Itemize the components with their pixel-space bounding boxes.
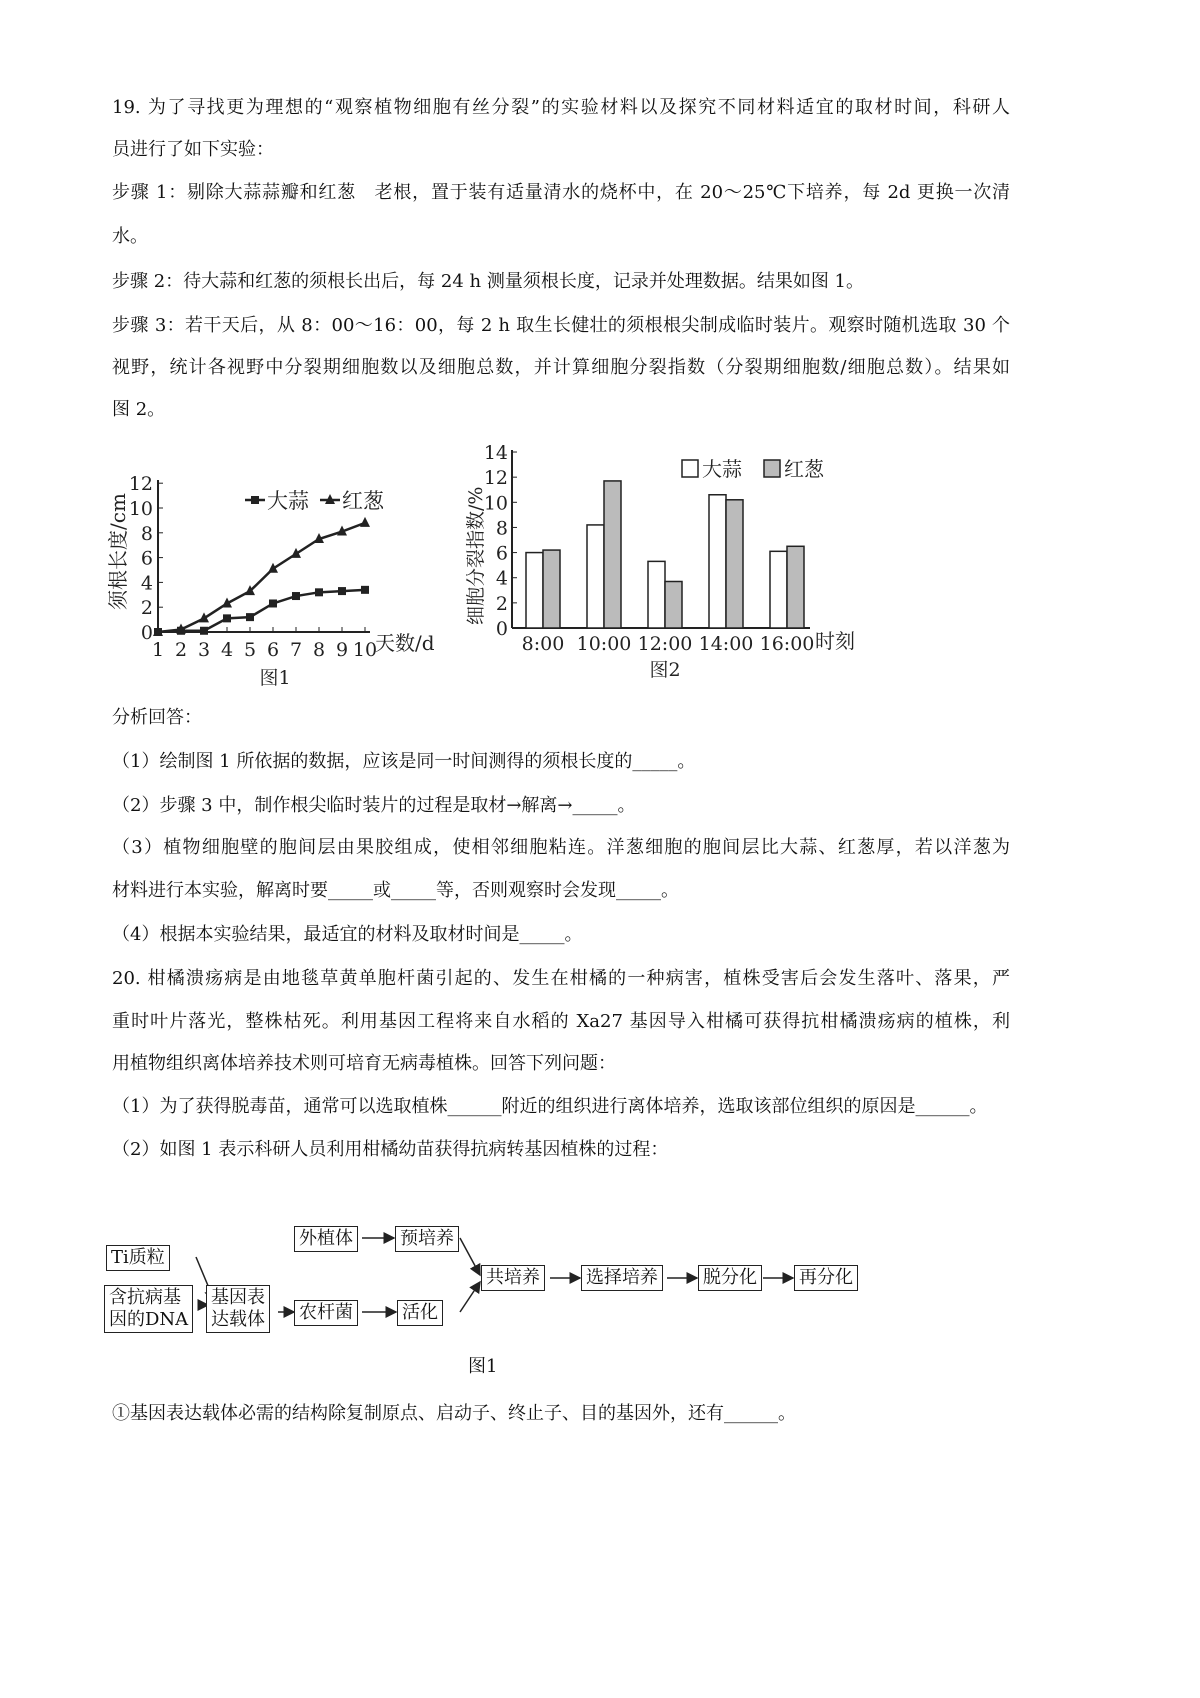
text-line: 步骤 2：待大蒜和红葱的须根长出后，每 24 h 测量须根长度，记录并处理数据。结果如图 1。 [112,271,865,292]
y-tick-label: 6 [495,542,508,565]
legend-swatch [682,460,698,477]
bar-红葱 [787,546,804,628]
y-axis-label: 须根长度/cm [106,493,130,610]
legend-marker [251,496,259,504]
y-tick-label: 12 [128,473,153,496]
activation-box: 活化 [397,1300,443,1326]
data-point [338,587,346,595]
dedifferentiation-box: 脱分化 [698,1265,762,1291]
text-line: 20. 柑橘溃疡病是由地毯草黄单胞杆菌引起的、发生在柑橘的一种病害，植株受害后会发生落叶、落果，严 [112,968,1010,989]
text-line: 19. 为了寻找更为理想的“观察植物细胞有丝分裂”的实验材料以及探究不同材料适宜的取材时间，科研人 [112,97,1010,118]
y-tick-label: 6 [140,547,153,570]
x-tick-label: 10:00 [576,633,632,655]
x-tick-label: 1 [151,639,165,661]
vector-label-1: 基因表 [211,1287,265,1308]
data-point [200,627,208,635]
chart-caption: 图2 [649,659,681,681]
text-line: （1）为了获得脱毒苗，通常可以选取植株______附近的组织进行离体培养，选取该部位组织的原因是______。 [112,1096,988,1117]
data-point [223,614,231,622]
explant-box: 外植体 [294,1226,358,1252]
bar-大蒜 [526,553,543,628]
bar-大蒜 [587,525,604,628]
bar-大蒜 [770,551,787,628]
ti-plasmid-box: Ti质粒 [106,1245,170,1271]
y-axis-label: 细胞分裂指数/% [465,486,487,625]
data-point [246,613,254,621]
legend-label: 大蒜 [267,489,309,513]
text-line: （2）如图 1 表示科研人员利用柑橘幼苗获得抗病转基因植株的过程： [112,1139,669,1160]
diagram-caption: 图1 [468,1356,498,1377]
y-tick-label: 8 [495,517,508,540]
selection-culture-box: 选择培养 [581,1265,663,1291]
y-tick-label: 12 [483,467,508,490]
text-line: 分析回答： [112,707,202,728]
text-line: 视野，统计各视野中分裂期细胞数以及细胞总数，并计算细胞分裂指数（分裂期细胞数/细胞总数）。结果如 [112,357,1010,378]
text-line: （2）步骤 3 中，制作根尖临时装片的过程是取材→解离→_____。 [112,795,636,816]
x-tick-label: 6 [266,639,280,661]
x-tick-label: 12:00 [637,633,693,655]
text-line: 材料进行本实验，解离时要_____或_____等，否则观察时会发现_____。 [112,880,679,901]
data-point [292,592,300,600]
y-tick-label: 14 [483,442,508,465]
y-tick-label: 0 [140,622,153,644]
dna-box [104,1285,193,1333]
text-line: 水。 [112,226,148,247]
dna-label-1: 含抗病基 [109,1287,181,1308]
text-line: 用植物组织离体培养技术则可培育无病毒植株。回答下列问题： [112,1053,616,1074]
y-tick-label: 10 [128,498,153,520]
x-tick-label: 2 [174,639,188,661]
preculture-box: 预培养 [395,1226,459,1252]
bar-大蒜 [709,495,726,628]
redifferentiation-box: 再分化 [794,1265,858,1291]
x-axis-label: 天数/d [375,631,435,655]
vector-label-2: 达载体 [211,1309,265,1330]
data-point [360,517,370,527]
x-tick-label: 8 [312,639,326,661]
y-tick-label: 8 [140,522,153,545]
series-line-红葱 [158,523,365,632]
legend-swatch [764,460,780,477]
x-tick-label: 5 [243,639,257,661]
text-line: （3）植物细胞壁的胞间层由果胶组成，使相邻细胞粘连。洋葱细胞的胞间层比大蒜、红葱厚，若以洋葱为 [112,837,1010,858]
x-tick-label: 10 [352,639,378,661]
text-line: 员进行了如下实验： [112,139,274,160]
bar-红葱 [543,550,560,628]
text-line: （4）根据本实验结果，最适宜的材料及取材时间是_____。 [112,924,583,945]
x-tick-label: 3 [197,639,211,661]
x-axis-label: 时刻 [815,629,855,653]
x-tick-label: 16:00 [759,633,815,655]
text-line: 重时叶片落光，整株枯死。利用基因工程将来自水稻的 Xa27 基因导入柑橘可获得抗柑橘溃疡病的植株，利 [112,1011,1010,1032]
y-tick-label: 10 [483,492,508,515]
x-tick-label: 4 [220,639,234,661]
chart-division-index [450,440,870,690]
y-tick-label: 4 [495,567,508,590]
bar-红葱 [665,581,682,628]
bar-红葱 [726,500,743,628]
x-tick-label: 8:00 [521,633,565,655]
legend-label: 红葱 [784,457,824,481]
data-point [315,588,323,596]
y-tick-label: 2 [495,592,508,615]
dna-label-2: 因的DNA [109,1309,189,1330]
chart-caption: 图1 [259,667,291,689]
text-line: 步骤 3：若干天后，从 8：00～16：00，每 2 h 取生长健壮的须根根尖制成临时装片。观察时随机选取 30 个 [112,315,1010,336]
x-tick-label: 9 [335,639,349,661]
text-line: 步骤 1：剔除大蒜蒜瓣和红葱 老根，置于装有适量清水的烧杯中，在 20～25℃下培养，每 2d 更换一次清 [112,182,1010,203]
legend-label: 红葱 [342,489,384,513]
data-point [361,586,369,594]
bar-大蒜 [648,561,665,628]
text-line: （1）绘制图 1 所依据的数据，应该是同一时间测得的须根长度的_____。 [112,751,696,772]
x-tick-label: 14:00 [698,633,754,655]
legend-label: 大蒜 [702,457,742,481]
y-tick-label: 0 [495,618,508,640]
y-tick-label: 2 [140,597,153,620]
expression-vector-box [206,1285,270,1333]
question-20-part2-1: ①基因表达载体必需的结构除复制原点、启动子、终止子、目的基因外，还有______。 [112,1403,796,1424]
bar-红葱 [604,481,621,628]
text-line: 图 2。 [112,399,166,420]
y-tick-label: 4 [140,572,153,595]
data-point [269,599,277,607]
chart-root-length [95,440,455,690]
x-tick-label: 7 [289,639,303,661]
coculture-box: 共培养 [481,1265,545,1291]
agrobacterium-box: 农杆菌 [294,1300,358,1326]
